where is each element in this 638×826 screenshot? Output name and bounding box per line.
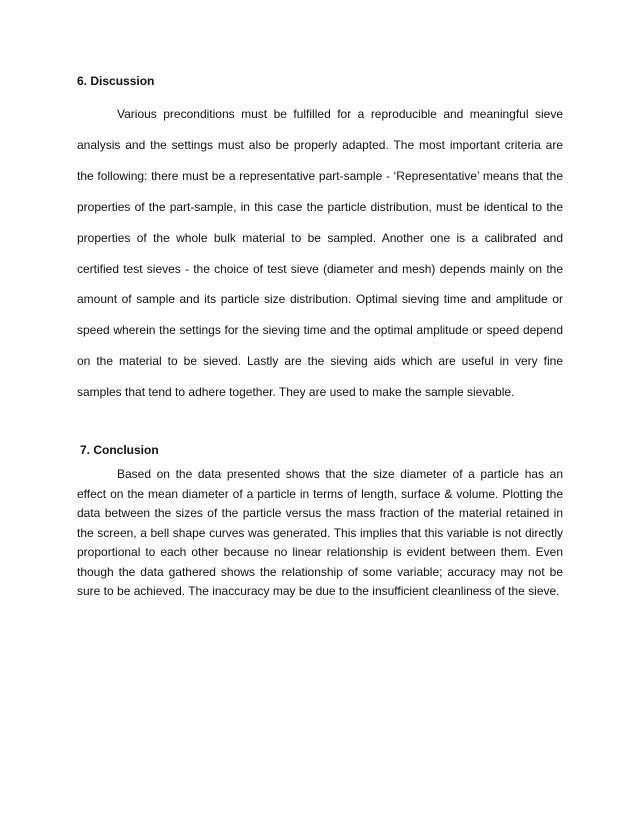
- conclusion-heading: 7. Conclusion: [80, 443, 159, 457]
- discussion-paragraph: Various preconditions must be fulfilled for a reproducible and meaningful sieve analysis and the settings must also be properly adapted. The most important criteria are the following: there must be a representative part-sample - ‘Representative’ means that the properties of the part-sample, in this case the particle distribution, must be identical to the properties of the whole bulk material to be sampled. Another one is a calibrated and certified test sieves - the choice of test sieve (diameter and mesh) depends mainly on the amount of sample and its particle size distribution. Optimal sieving time and amplitude or speed wherein the settings for the sieving time and the optimal amplitude or speed depend on the material to be sieved. Lastly are the sieving aids which are useful in very fine samples that tend to adhere together. They are used to make the sample sievable.: [77, 107, 563, 400]
- conclusion-paragraph: Based on the data presented shows that the size diameter of a particle has an effect on the mean diameter of a particle in terms of length, surface & volume. Plotting the data between the sizes of the particle versus the mass fraction of the material retained in the screen, a bell shape curves was generated. This implies that this variable is not directly proportional to each other because no linear relationship is evident between them. Even though the data gathered shows the relationship of some variable; accuracy may not be sure to be achieved. The inaccuracy may be due to the insufficient cleanliness of the sieve.: [77, 467, 563, 598]
- discussion-heading: 6. Discussion: [77, 74, 155, 88]
